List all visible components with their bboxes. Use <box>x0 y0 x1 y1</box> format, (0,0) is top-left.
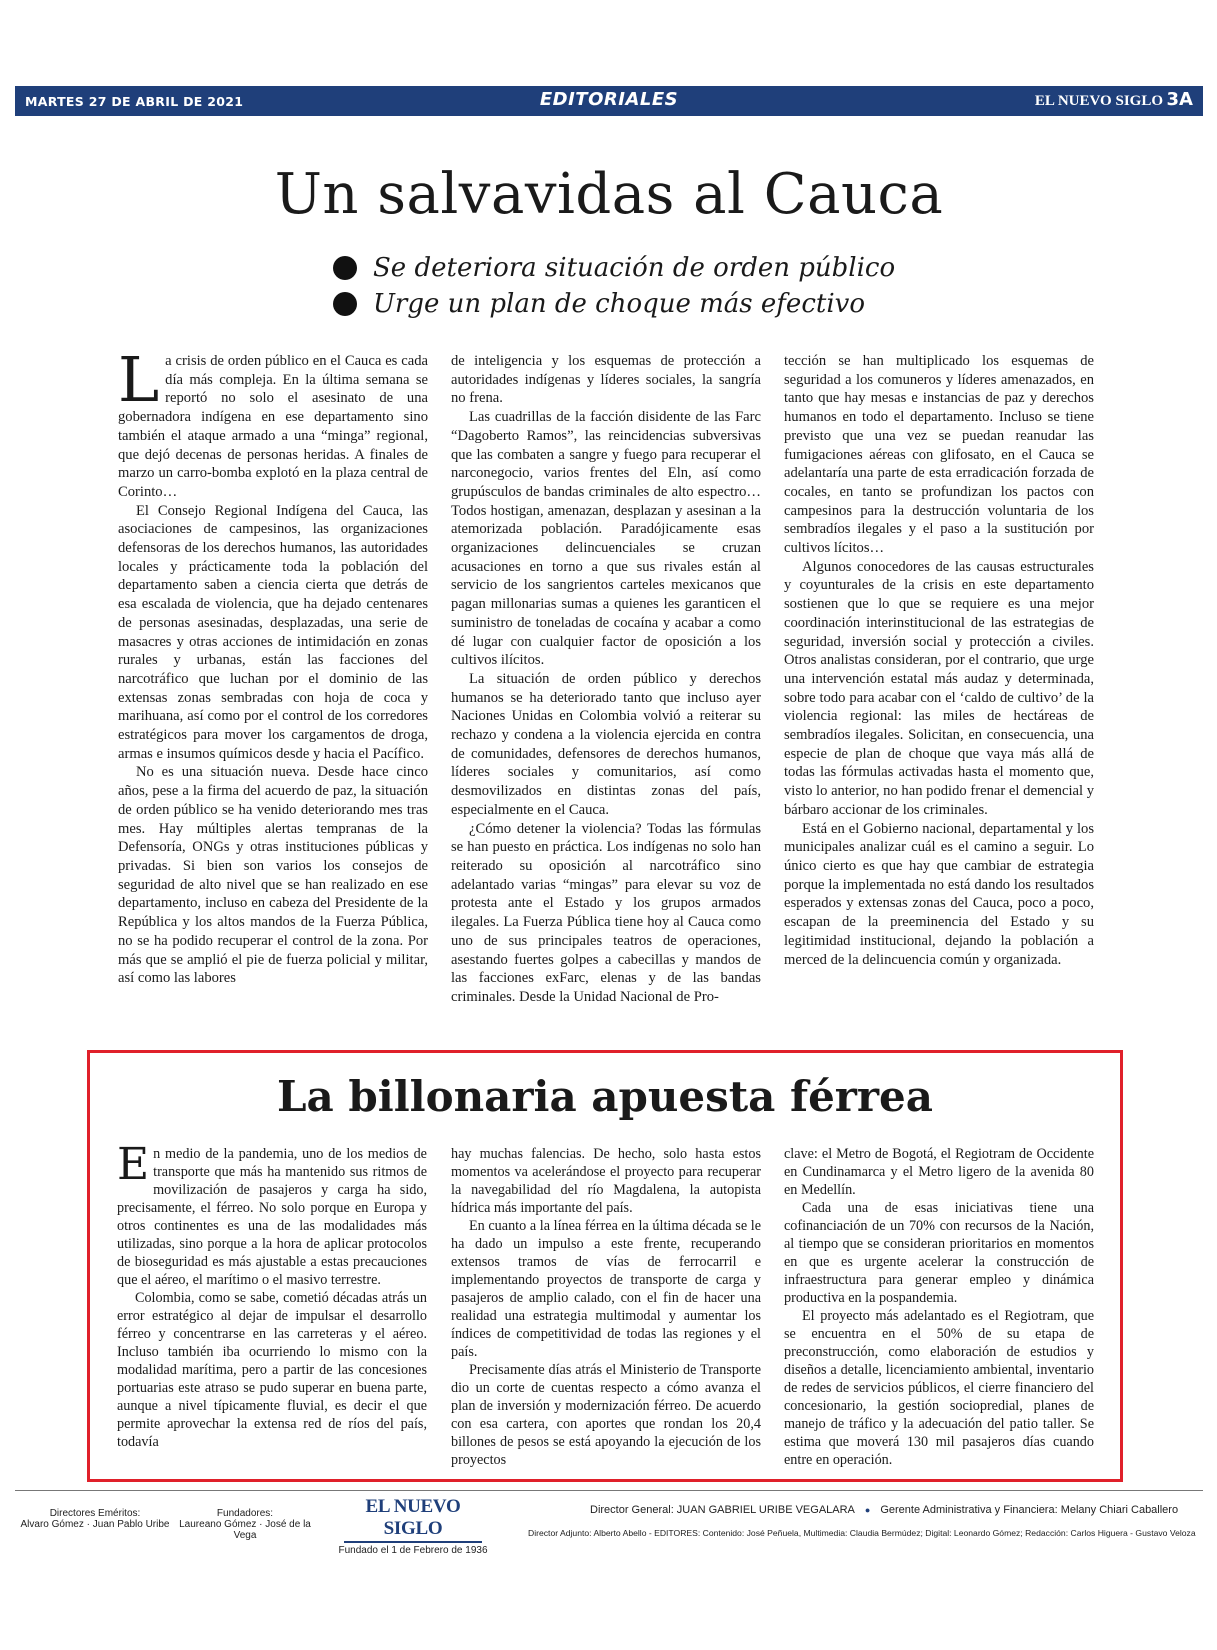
paragraph: La crisis de orden público en el Cauca es cada día más compleja. En la última semana se reportó no solo el asesinato de una gobernadora indígena en ese departamento sino también el ataque armado a una “minga” regional, que dejó decenas de personas heridas. A finales de marzo un carro-bomba explotó en la plaza central de Corinto… <box>118 343 428 500</box>
footer-divider <box>15 1490 1203 1491</box>
bullet-dot-icon <box>333 256 357 280</box>
editorial-1-column-1 <box>118 343 428 988</box>
paragraph: Precisamente días atrás el Ministerio de Transporte dio un corte de cuentas respecto a cómo avanza el plan de inversión y modernización férreo. De acuerdo con esa cartera, con aportes que rondan los 20,4 billones de pesos se está apoyando la ejecución de los proyectos <box>451 1362 761 1468</box>
drop-cap: L <box>118 343 160 416</box>
founded-date: Fundado el 1 de Febrero de 1936 <box>338 1545 488 1556</box>
editorial-2-title: La billonaria apuesta férrea <box>277 1072 933 1121</box>
paragraph: No es una situación nueva. Desde hace cinco años, pese a la firma del acuerdo de paz, la situación de orden público se ha venido deteriorando mes tras mes. Hay múltiples alertas tempranas de la Defensoría, ONGs y otras instituciones públicas y privadas. Si bien son varios los consejos de seguridad de alto nivel que se han realizado en ese departamento, incluso en cabeza del Presidente de la República y los altos mandos de la Fuerza Pública, no se ha podido recuperar el control de la zona. Por más que se amplió el pie de fuerza policial y militar, así como las labores <box>118 764 428 987</box>
paragraph: El proyecto más adelantado es el Regiotram, que se encuentra en el 50% de su etapa de preconstrucción, como elaboración de estudios y diseños a detalle, licenciamiento ambiental, inventario de redes de servicios públicos, el cierre financiero del concesionario, la gestión sociopredial, planes de manejo de tráfico y la adecuación del patio taller. Se estima que moverá 130 mil pasajeros días cuando entre en operación. <box>784 1308 1094 1468</box>
paragraph: de inteligencia y los esquemas de protección a autoridades indígenas y líderes sociales, la sangría no frena. <box>451 353 761 407</box>
separator-dot-icon: ● <box>864 1505 871 1515</box>
logo-underline <box>344 1541 482 1543</box>
masthead-date: MARTES 27 DE ABRIL DE 2021 <box>25 94 244 109</box>
editorial-1-subheads <box>333 250 895 322</box>
paragraph: Está en el Gobierno nacional, departamental y los municipales analizar cuál es el camino a seguir. Lo único cierto es que hay que cambiar de estrategia porque la implementada no está dando los resultados esperados y extensas zonas del Cauca, poco a poco, escapan de la preeminencia del Estado y su legitimidad institucional, dejando la población a merced de la delincuencia común y organizada. <box>784 820 1094 968</box>
page-number: 3A <box>1166 89 1193 110</box>
subhead-line <box>333 250 895 286</box>
paragraph: ¿Cómo detener la violencia? Todas las fórmulas se han puesto en práctica. Los indígenas no solo han reiterado su oposición al narcotráfico sino adelantado varias “mingas” para elevar su voz de protesta ante el Estado y los grupos armados ilegales. La Fuerza Pública tiene hoy al Cauca como uno de sus principales teatros de operaciones, asestando fuertes golpes a cabecillas y mandos de las facciones exFarc, elenas y de las bandas criminales. Desde la Unidad Nacional de Pro- <box>451 820 761 1005</box>
footer-directors <box>590 1504 1178 1516</box>
editorial-1-title: Un salvavidas al Cauca <box>274 162 944 227</box>
footer-fundadores <box>170 1508 320 1541</box>
paragraph: Algunos conocedores de las causas estructurales y coyunturales de la crisis en este departamento sostienen que lo que se requiere es una mejor coordinación interinstitucional de las estrategias de seguridad, inversión social y protección a civiles. Otros analistas consideran, por el contrario, que urge una intervención estatal más audaz y determinada, sobre todo para acabar con el ‘caldo de cultivo’ de la violencia regional: las miles de hectáreas de sembradíos ilegales. Solicitan, en consecuencia, una especie de plan de choque que vaya más allá de todas las fórmulas activadas hasta el momento que, visto lo anterior, no han podido frenar el demencial y bárbaro accionar de los criminales. <box>784 558 1094 818</box>
paragraph: El Consejo Regional Indígena del Cauca, las asociaciones de campesinos, las organizaciones defensoras de los derechos humanos, las autoridades locales y prácticamente toda la población del departamento saben a ciencia cierta que detrás de esa escalada de violencia, que ha dejado centenares de personas asesinadas, desplazadas, una serie de masacres y otras acciones de intimidación en zonas rurales y urbanas, están las facciones del narcotráfico que luchan por el dominio de las extensas zonas sembradas con hoja de coca y marihuana, así como por el control de los corredores estratégicos para mover los cargamentos de droga, armas e insumos químicos desde y hacia el Pacífico. <box>118 502 428 762</box>
masthead-brand: EL NUEVO SIGLO <box>1034 93 1163 109</box>
footer-logo <box>338 1496 488 1556</box>
newspaper-logo: EL NUEVO SIGLO <box>365 1496 461 1539</box>
editorial-1-column-2 <box>451 352 761 1007</box>
editorial-2-column-2 <box>451 1145 761 1469</box>
subhead-line <box>333 286 895 322</box>
footer-directores-emeritos <box>15 1508 175 1530</box>
masthead-section: EDITORIALES <box>539 89 679 110</box>
paragraph: En cuanto a la línea férrea en la última década se le ha dado un impulso a este frente, recuperando extensos tramos de vías de ferrocarril e implementando proyectos de transporte de carga y pasajeros de amplio calado, con el fin de hacer una realidad una estrategia multimodal y aumentar los índices de competitividad de todas las regiones y el país. <box>451 1218 761 1360</box>
director-general: Director General: JUAN GABRIEL URIBE VEGALARA <box>590 1504 855 1516</box>
bullet-dot-icon <box>333 292 357 316</box>
footer-label: Fundadores: <box>216 1508 274 1519</box>
paragraph: Cada una de esas iniciativas tiene una cofinanciación de un 70% con recursos de la Nación, al tiempo que se consideran prioritarios en momentos en que es urgente acelerar la construcción de infraestructura para generar empleo y dinámica productiva en la pospandemia. <box>784 1200 1094 1306</box>
gerente: Gerente Administrativa y Financiera: Melany Chiari Caballero <box>880 1504 1179 1516</box>
paragraph: Colombia, como se sabe, cometió décadas atrás un error estratégico al dejar de impulsar el desarrollo férreo y concentrarse en las carreteras y el aéreo. Incluso también iba ocurriendo lo mismo con la modalidad marítima, pero a partir de las concesiones portuarias este atraso se pudo superar en buena parte, aunque a nivel típicamente fluvial, es decir el que permite aprovechar la extensa red de ríos del país, todavía <box>117 1290 427 1450</box>
paragraph: tección se han multiplicado los esquemas de seguridad a los comuneros y líderes amenazados, en tanto que hay mesas e instancias de paz y derechos humanos en todo el departamento. Incluso se tiene previsto que una vez se puedan reanudar las fumigaciones aéreas con glifosato, en el Cauca se adelantaría una parte de esta erradicación forzada de cocales, en tanto se profundizan los pactos con campesinos para la destrucción voluntaria de los sembradíos ilegales y el paso a la sustitución por cultivos lícitos… <box>784 353 1094 557</box>
subhead-text: Se deteriora situación de orden público <box>373 253 896 283</box>
masthead <box>15 86 1203 116</box>
paragraph: La situación de orden público y derechos humanos se ha deteriorado tanto que incluso ayer Naciones Unidas en Colombia volvió a reiterar su rechazo y condena a la violencia ejercida en contra de comunidades, defensores de derechos humanos, líderes sociales y comunitarios, así como desmovilizados en distintas zonas del país, especialmente en el Cauca. <box>451 670 761 818</box>
paragraph: En medio de la pandemia, uno de los medios de transporte que más ha mantenido sus ritmos de movilización de pasajeros y carga ha sido, precisamente, el férreo. No solo porque en Europa y otros continentes es una de las modalidades más utilizadas, sino porque a la hora de aplicar protocolos de bioseguridad es más ajustable a estas precauciones que el aéreo, el marítimo o el masivo terrestre. <box>117 1139 427 1288</box>
footer-label: Directores Eméritos: <box>49 1508 141 1519</box>
subhead-text: Urge un plan de choque más efectivo <box>373 289 865 319</box>
footer-names: Alvaro Gómez · Juan Pablo Uribe <box>20 1519 170 1530</box>
paragraph: hay muchas falencias. De hecho, solo hasta estos momentos va acelerándose el proyecto para recuperar la navegabilidad del río Magdalena, la autopista hídrica más importante del país. <box>451 1146 761 1216</box>
editorial-2-column-1 <box>117 1139 427 1451</box>
drop-cap: E <box>117 1139 150 1190</box>
footer-names: Laureano Gómez · José de la Vega <box>179 1519 311 1541</box>
footer-editors: Director Adjunto: Alberto Abello - EDITORES: Contenido: José Peñuela, Multimedia: Claudia Bermúdez; Digital: Leonardo Gómez; Redacción: Carlos Higuera - Gustavo Veloza <box>528 1528 1196 1538</box>
editorial-1-column-3 <box>784 352 1094 969</box>
editorial-2-column-3 <box>784 1145 1094 1469</box>
paragraph: Las cuadrillas de la facción disidente de las Farc “Dagoberto Ramos”, las reincidencias subversivas que las combaten a sangre y fuego para recuperar el narconegocio, varios frentes del Eln, así como grupúsculos de bandas criminales de alto espectro… Todos hostigan, amenazan, desplazan y asesinan a la atemorizada población. Paradójicamente esas organizaciones delincuenciales se cruzan acusaciones en torno a que sus rivales están al servicio de los sangrientos carteles mexicanos que pagan millonarias sumas a quienes les garanticen el suministro de toneladas de cocaína y acabar a como dé lugar con cualquier factor de oposición a los cultivos ilícitos. <box>451 409 761 669</box>
paragraph: clave: el Metro de Bogotá, el Regiotram de Occidente en Cundinamarca y el Metro ligero de la avenida 80 en Medellín. <box>784 1146 1094 1198</box>
